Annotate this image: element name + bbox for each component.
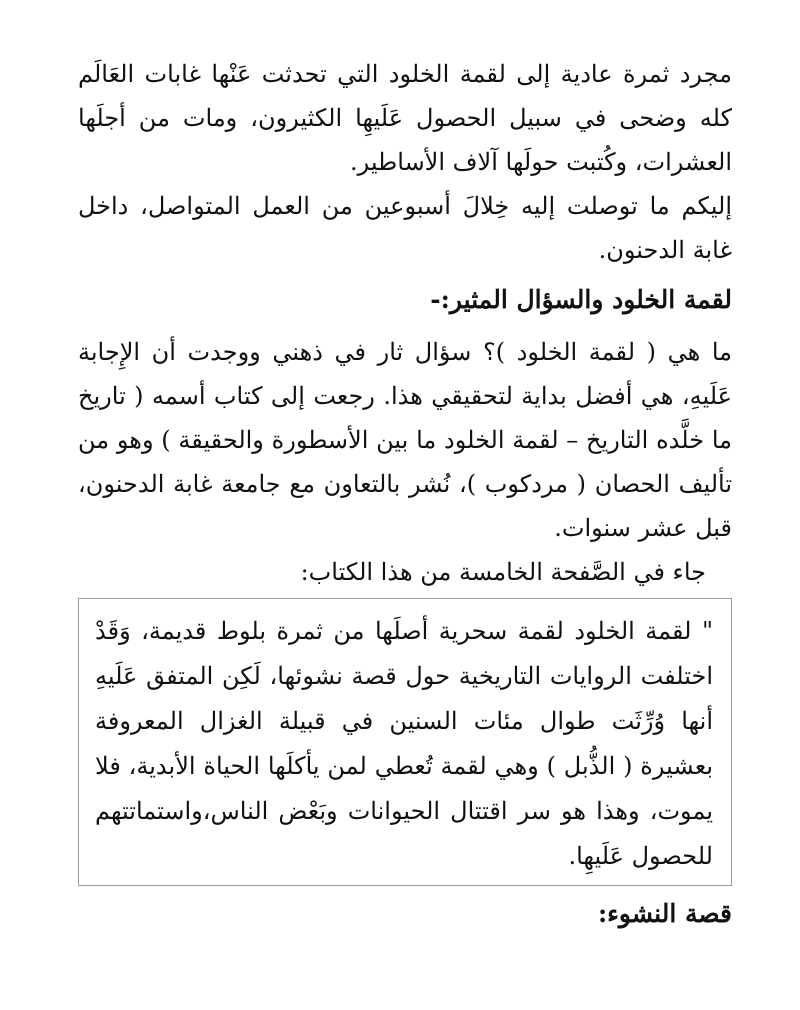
quote-text: " لقمة الخلود لقمة سحرية أصلَها من ثمرة بلوط قديمة، وَقَدْ اختلفت الروايات التاريخية حول قصة نشوئها، لَكِن المتفق عَلَيهِ أنها وُرِّثَت طوال مئات السنين في قبيلة الغزال المعروفة بعشيرة ( الذُّبل ) وهي لقمة تُعطي لمن يأكلَها الحياة الأبدية، فلا يموت، وهذا هو سر اقتتال الحيوانات وبَعْض الناس،واستماتتهم للحصول عَلَيهِا. <box>95 617 714 870</box>
paragraph-3: ما هي ( لقمة الخلود )؟ سؤال ثار في ذهني ووجدت أن الإِجابة عَلَيهِ، هي أفضل بداية لتحقيقي هذا. رجعت إلى كتاب أسمه ( تاريخ ما خلَّده التاريخ – لقمة الخلود ما بين الأسطورة والحقيقة ) وهو من تأليف الحصان ( مردكوب )، نُشر بالتعاون مع جامعة غابة الدحنون، قبل عشر سنوات. <box>78 338 732 542</box>
quote-box <box>78 598 732 886</box>
paragraph-2: إليكم ما توصلت إليه خِلالَ أسبوعين من العمل المتواصل، داخل غابة الدحنون. <box>78 192 732 264</box>
paragraph-1: مجرد ثمرة عادية إلى لقمة الخلود التي تحدثت عَنْها غابات العَالَم كله وضحى في سبيل الحصول عَلَيهِا الكثيرون، ومات من أجلَها العشرات، وكُتبت حولَها آلاف الأساطير. <box>78 60 732 176</box>
section-heading-2: قصة النشوء: <box>597 899 732 928</box>
section-heading-1: لقمة الخلود والسؤال المثير:- <box>430 285 732 314</box>
quote-intro: جاء في الصَّفحة الخامسة من هذا الكتاب: <box>300 558 706 586</box>
